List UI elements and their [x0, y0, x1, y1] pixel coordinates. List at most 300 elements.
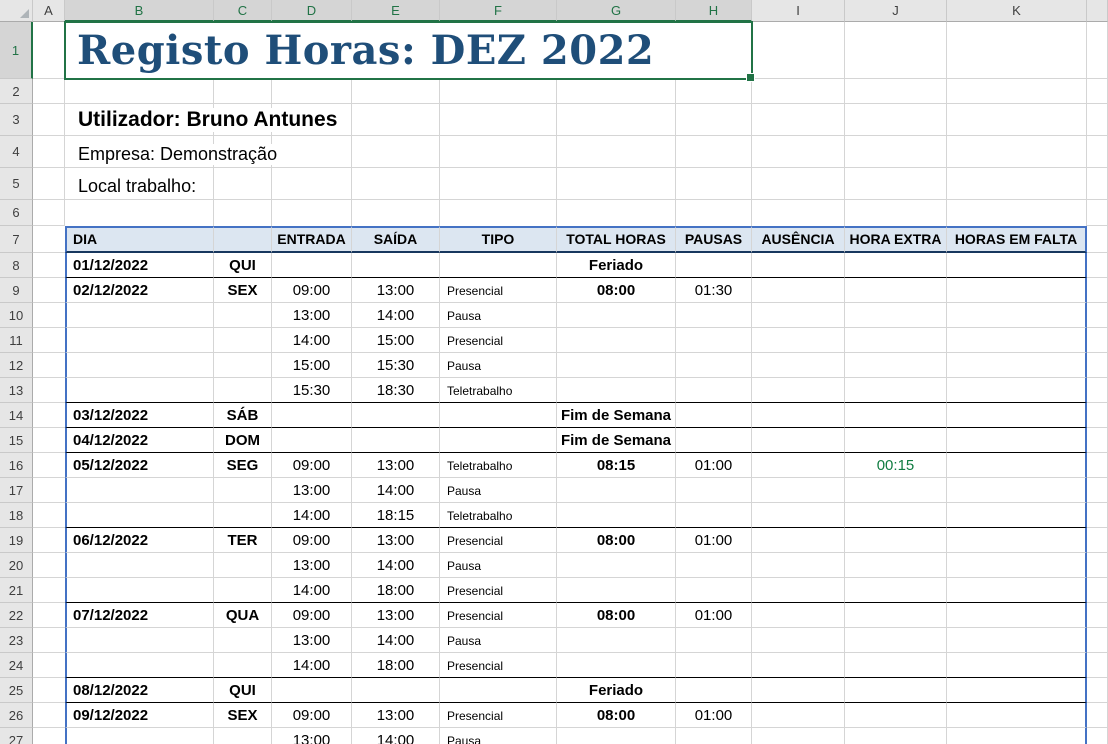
cell-D14[interactable] [272, 403, 352, 428]
cell-K4[interactable] [947, 136, 1087, 168]
cell-G19[interactable]: 08:00 [557, 528, 676, 553]
cell-A24[interactable] [33, 653, 65, 678]
cell-F12[interactable]: Pausa [440, 353, 557, 378]
cell-F10[interactable]: Pausa [440, 303, 557, 328]
cell-company-info[interactable] [78, 144, 287, 165]
cell-J20[interactable] [845, 553, 947, 578]
row-header-8[interactable]: 8 [0, 253, 33, 278]
cell-H13[interactable] [676, 378, 752, 403]
column-header-E[interactable]: E [352, 0, 440, 22]
cell-F25[interactable] [440, 678, 557, 703]
cell-L26[interactable] [1087, 703, 1108, 728]
cell-K25[interactable] [947, 678, 1087, 703]
cell-K22[interactable] [947, 603, 1087, 628]
cell-L1[interactable] [1087, 22, 1108, 79]
cell-G24[interactable] [557, 653, 676, 678]
cell-A26[interactable] [33, 703, 65, 728]
column-header-I[interactable]: I [752, 0, 845, 22]
column-header-K[interactable]: K [947, 0, 1087, 22]
cell-I12[interactable] [752, 353, 845, 378]
cell-F6[interactable] [440, 200, 557, 226]
cell-I2[interactable] [752, 79, 845, 104]
cell-G23[interactable] [557, 628, 676, 653]
cell-A4[interactable] [33, 136, 65, 168]
row-header-26[interactable]: 26 [0, 703, 33, 728]
cell-D18[interactable]: 14:00 [272, 503, 352, 528]
cell-C6[interactable] [214, 200, 272, 226]
cell-A16[interactable] [33, 453, 65, 478]
cell-E21[interactable]: 18:00 [352, 578, 440, 603]
cell-J11[interactable] [845, 328, 947, 353]
cell-C11[interactable] [214, 328, 272, 353]
cell-K2[interactable] [947, 79, 1087, 104]
row-header-17[interactable]: 17 [0, 478, 33, 503]
cell-H20[interactable] [676, 553, 752, 578]
cell-D26[interactable]: 09:00 [272, 703, 352, 728]
cell-K13[interactable] [947, 378, 1087, 403]
cell-K26[interactable] [947, 703, 1087, 728]
cell-F24[interactable]: Presencial [440, 653, 557, 678]
cell-E8[interactable] [352, 253, 440, 278]
cell-K20[interactable] [947, 553, 1087, 578]
cell-L16[interactable] [1087, 453, 1108, 478]
cell-A21[interactable] [33, 578, 65, 603]
cell-F4[interactable] [440, 136, 557, 168]
cell-I23[interactable] [752, 628, 845, 653]
select-all-button[interactable] [0, 0, 33, 22]
cell-J22[interactable] [845, 603, 947, 628]
cell-C10[interactable] [214, 303, 272, 328]
cell-E27[interactable]: 14:00 [352, 728, 440, 744]
cell-H16[interactable]: 01:00 [676, 453, 752, 478]
cell-J9[interactable] [845, 278, 947, 303]
cell-E6[interactable] [352, 200, 440, 226]
cell-I22[interactable] [752, 603, 845, 628]
cell-J8[interactable] [845, 253, 947, 278]
cell-I6[interactable] [752, 200, 845, 226]
cell-D17[interactable]: 13:00 [272, 478, 352, 503]
cell-L24[interactable] [1087, 653, 1108, 678]
table-header-empty[interactable] [214, 226, 272, 253]
cell-H18[interactable] [676, 503, 752, 528]
cell-I3[interactable] [752, 104, 845, 136]
cell-I17[interactable] [752, 478, 845, 503]
cell-I20[interactable] [752, 553, 845, 578]
cell-H26[interactable]: 01:00 [676, 703, 752, 728]
cell-F15[interactable] [440, 428, 557, 453]
cell-G3[interactable] [557, 104, 676, 136]
cell-H22[interactable]: 01:00 [676, 603, 752, 628]
cell-C5[interactable] [214, 168, 272, 200]
cell-A19[interactable] [33, 528, 65, 553]
cell-E15[interactable] [352, 428, 440, 453]
cell-E18[interactable]: 18:15 [352, 503, 440, 528]
cell-E24[interactable]: 18:00 [352, 653, 440, 678]
cell-A2[interactable] [33, 79, 65, 104]
row-header-18[interactable]: 18 [0, 503, 33, 528]
cell-D20[interactable]: 13:00 [272, 553, 352, 578]
cell-K14[interactable] [947, 403, 1087, 428]
cell-A20[interactable] [33, 553, 65, 578]
cell-J13[interactable] [845, 378, 947, 403]
cell-H19[interactable]: 01:00 [676, 528, 752, 553]
cell-H5[interactable] [676, 168, 752, 200]
cell-I9[interactable] [752, 278, 845, 303]
cell-G22[interactable]: 08:00 [557, 603, 676, 628]
cell-C23[interactable] [214, 628, 272, 653]
cell-D16[interactable]: 09:00 [272, 453, 352, 478]
row-header-27[interactable]: 27 [0, 728, 33, 744]
row-header-14[interactable]: 14 [0, 403, 33, 428]
cell-K15[interactable] [947, 428, 1087, 453]
cell-E2[interactable] [352, 79, 440, 104]
cell-E12[interactable]: 15:30 [352, 353, 440, 378]
cell-I19[interactable] [752, 528, 845, 553]
cell-H8[interactable] [676, 253, 752, 278]
cell-C9[interactable]: SEX [214, 278, 272, 303]
cell-J6[interactable] [845, 200, 947, 226]
cell-D12[interactable]: 15:00 [272, 353, 352, 378]
column-header-partial[interactable] [1087, 0, 1108, 22]
cell-H17[interactable] [676, 478, 752, 503]
table-header-tipo[interactable]: TIPO [440, 226, 557, 253]
cell-L7[interactable] [1087, 226, 1108, 253]
cell-I21[interactable] [752, 578, 845, 603]
row-header-1[interactable]: 1 [0, 22, 33, 79]
cell-L13[interactable] [1087, 378, 1108, 403]
cell-H11[interactable] [676, 328, 752, 353]
cell-H10[interactable] [676, 303, 752, 328]
cell-L3[interactable] [1087, 104, 1108, 136]
cell-K12[interactable] [947, 353, 1087, 378]
cell-F14[interactable] [440, 403, 557, 428]
cell-B13[interactable] [65, 378, 214, 403]
cell-G9[interactable]: 08:00 [557, 278, 676, 303]
cell-A27[interactable] [33, 728, 65, 744]
cell-B9[interactable]: 02/12/2022 [65, 278, 214, 303]
cell-H12[interactable] [676, 353, 752, 378]
cell-D6[interactable] [272, 200, 352, 226]
table-header-falta[interactable]: HORAS EM FALTA [947, 226, 1087, 253]
cell-C14[interactable]: SÁB [214, 403, 272, 428]
cell-C15[interactable]: DOM [214, 428, 272, 453]
cell-C13[interactable] [214, 378, 272, 403]
cell-K3[interactable] [947, 104, 1087, 136]
cell-L22[interactable] [1087, 603, 1108, 628]
column-header-G[interactable]: G [557, 0, 676, 22]
cell-K17[interactable] [947, 478, 1087, 503]
cell-C27[interactable] [214, 728, 272, 744]
cell-B22[interactable]: 07/12/2022 [65, 603, 214, 628]
cell-H4[interactable] [676, 136, 752, 168]
cell-G25[interactable]: Feriado [557, 678, 676, 703]
cell-F27[interactable]: Pausa [440, 728, 557, 744]
cell-B25[interactable]: 08/12/2022 [65, 678, 214, 703]
row-header-9[interactable]: 9 [0, 278, 33, 303]
cell-B19[interactable]: 06/12/2022 [65, 528, 214, 553]
cell-J2[interactable] [845, 79, 947, 104]
cell-H15[interactable] [676, 428, 752, 453]
cell-E9[interactable]: 13:00 [352, 278, 440, 303]
cell-F18[interactable]: Teletrabalho [440, 503, 557, 528]
cell-D19[interactable]: 09:00 [272, 528, 352, 553]
cell-A11[interactable] [33, 328, 65, 353]
cell-B26[interactable]: 09/12/2022 [65, 703, 214, 728]
cell-D11[interactable]: 14:00 [272, 328, 352, 353]
cell-A8[interactable] [33, 253, 65, 278]
cell-D9[interactable]: 09:00 [272, 278, 352, 303]
row-header-13[interactable]: 13 [0, 378, 33, 403]
cell-G21[interactable] [557, 578, 676, 603]
cell-F3[interactable] [440, 104, 557, 136]
column-header-H[interactable]: H [676, 0, 752, 22]
cell-K24[interactable] [947, 653, 1087, 678]
cell-L27[interactable] [1087, 728, 1108, 744]
cell-J5[interactable] [845, 168, 947, 200]
cell-J18[interactable] [845, 503, 947, 528]
cell-F26[interactable]: Presencial [440, 703, 557, 728]
cell-H9[interactable]: 01:30 [676, 278, 752, 303]
cell-E4[interactable] [352, 136, 440, 168]
cell-G15[interactable]: Fim de Semana [557, 428, 676, 453]
cell-K1[interactable] [947, 22, 1087, 79]
cell-K21[interactable] [947, 578, 1087, 603]
column-header-D[interactable]: D [272, 0, 352, 22]
cell-G18[interactable] [557, 503, 676, 528]
cell-I25[interactable] [752, 678, 845, 703]
cell-D27[interactable]: 13:00 [272, 728, 352, 744]
row-header-6[interactable]: 6 [0, 200, 33, 226]
cell-I10[interactable] [752, 303, 845, 328]
cell-I13[interactable] [752, 378, 845, 403]
cell-F21[interactable]: Presencial [440, 578, 557, 603]
cell-C25[interactable]: QUI [214, 678, 272, 703]
cell-K8[interactable] [947, 253, 1087, 278]
cell-G10[interactable] [557, 303, 676, 328]
cell-A12[interactable] [33, 353, 65, 378]
column-header-F[interactable]: F [440, 0, 557, 22]
cell-J15[interactable] [845, 428, 947, 453]
cell-B27[interactable] [65, 728, 214, 744]
cell-C8[interactable]: QUI [214, 253, 272, 278]
cell-G11[interactable] [557, 328, 676, 353]
cell-E3[interactable] [352, 104, 440, 136]
cell-B15[interactable]: 04/12/2022 [65, 428, 214, 453]
cell-B2[interactable] [65, 79, 214, 104]
cell-location-info[interactable] [78, 176, 206, 197]
cell-L25[interactable] [1087, 678, 1108, 703]
table-header-ausencia[interactable]: AUSÊNCIA [752, 226, 845, 253]
cell-J23[interactable] [845, 628, 947, 653]
cell-B17[interactable] [65, 478, 214, 503]
cell-G27[interactable] [557, 728, 676, 744]
cell-K19[interactable] [947, 528, 1087, 553]
cell-L18[interactable] [1087, 503, 1108, 528]
cell-G8[interactable]: Feriado [557, 253, 676, 278]
cell-C22[interactable]: QUA [214, 603, 272, 628]
table-header-pausas[interactable]: PAUSAS [676, 226, 752, 253]
cell-G17[interactable] [557, 478, 676, 503]
row-header-5[interactable]: 5 [0, 168, 33, 200]
cell-A22[interactable] [33, 603, 65, 628]
cell-L10[interactable] [1087, 303, 1108, 328]
cell-K10[interactable] [947, 303, 1087, 328]
cell-F23[interactable]: Pausa [440, 628, 557, 653]
cell-L20[interactable] [1087, 553, 1108, 578]
cell-H24[interactable] [676, 653, 752, 678]
cell-C19[interactable]: TER [214, 528, 272, 553]
row-header-25[interactable]: 25 [0, 678, 33, 703]
column-header-A[interactable]: A [33, 0, 65, 22]
cell-J26[interactable] [845, 703, 947, 728]
cell-E23[interactable]: 14:00 [352, 628, 440, 653]
fill-handle[interactable] [746, 73, 755, 82]
cell-I18[interactable] [752, 503, 845, 528]
cell-G12[interactable] [557, 353, 676, 378]
cell-J21[interactable] [845, 578, 947, 603]
cell-G4[interactable] [557, 136, 676, 168]
cell-C16[interactable]: SEG [214, 453, 272, 478]
cell-I16[interactable] [752, 453, 845, 478]
cell-J27[interactable] [845, 728, 947, 744]
cell-A6[interactable] [33, 200, 65, 226]
cell-D25[interactable] [272, 678, 352, 703]
row-header-21[interactable]: 21 [0, 578, 33, 603]
cell-K16[interactable] [947, 453, 1087, 478]
cell-E13[interactable]: 18:30 [352, 378, 440, 403]
cell-J17[interactable] [845, 478, 947, 503]
cell-B10[interactable] [65, 303, 214, 328]
cell-B12[interactable] [65, 353, 214, 378]
cell-F13[interactable]: Teletrabalho [440, 378, 557, 403]
cell-B23[interactable] [65, 628, 214, 653]
cell-J12[interactable] [845, 353, 947, 378]
cell-E20[interactable]: 14:00 [352, 553, 440, 578]
column-header-J[interactable]: J [845, 0, 947, 22]
cell-J19[interactable] [845, 528, 947, 553]
cell-H23[interactable] [676, 628, 752, 653]
cell-G20[interactable] [557, 553, 676, 578]
cell-L4[interactable] [1087, 136, 1108, 168]
cell-D23[interactable]: 13:00 [272, 628, 352, 653]
cell-H6[interactable] [676, 200, 752, 226]
cell-H25[interactable] [676, 678, 752, 703]
table-header-total[interactable]: TOTAL HORAS [557, 226, 676, 253]
cell-E14[interactable] [352, 403, 440, 428]
cell-C24[interactable] [214, 653, 272, 678]
cell-E26[interactable]: 13:00 [352, 703, 440, 728]
column-header-B[interactable]: B [65, 0, 214, 22]
cell-I27[interactable] [752, 728, 845, 744]
cell-I1[interactable] [752, 22, 845, 79]
cell-A3[interactable] [33, 104, 65, 136]
cell-G6[interactable] [557, 200, 676, 226]
cell-J10[interactable] [845, 303, 947, 328]
row-header-23[interactable]: 23 [0, 628, 33, 653]
cell-B21[interactable] [65, 578, 214, 603]
cell-J3[interactable] [845, 104, 947, 136]
cell-L11[interactable] [1087, 328, 1108, 353]
cell-F2[interactable] [440, 79, 557, 104]
row-header-7[interactable]: 7 [0, 226, 33, 253]
cell-B6[interactable] [65, 200, 214, 226]
row-header-12[interactable]: 12 [0, 353, 33, 378]
cell-B18[interactable] [65, 503, 214, 528]
cell-C12[interactable] [214, 353, 272, 378]
cell-user-info[interactable] [78, 108, 347, 132]
cell-D15[interactable] [272, 428, 352, 453]
cell-I8[interactable] [752, 253, 845, 278]
cell-A25[interactable] [33, 678, 65, 703]
cell-J1[interactable] [845, 22, 947, 79]
cell-K18[interactable] [947, 503, 1087, 528]
cell-A23[interactable] [33, 628, 65, 653]
row-header-4[interactable]: 4 [0, 136, 33, 168]
cell-E25[interactable] [352, 678, 440, 703]
cell-F11[interactable]: Presencial [440, 328, 557, 353]
cell-A14[interactable] [33, 403, 65, 428]
cell-H27[interactable] [676, 728, 752, 744]
cell-J4[interactable] [845, 136, 947, 168]
cell-F8[interactable] [440, 253, 557, 278]
cell-B14[interactable]: 03/12/2022 [65, 403, 214, 428]
cell-G14[interactable]: Fim de Semana [557, 403, 676, 428]
cell-K5[interactable] [947, 168, 1087, 200]
cell-L2[interactable] [1087, 79, 1108, 104]
cell-D5[interactable] [272, 168, 352, 200]
column-header-C[interactable]: C [214, 0, 272, 22]
row-header-11[interactable]: 11 [0, 328, 33, 353]
cell-L17[interactable] [1087, 478, 1108, 503]
table-header-extra[interactable]: HORA EXTRA [845, 226, 947, 253]
cell-B8[interactable]: 01/12/2022 [65, 253, 214, 278]
cell-H21[interactable] [676, 578, 752, 603]
cell-J25[interactable] [845, 678, 947, 703]
cell-F5[interactable] [440, 168, 557, 200]
cell-E16[interactable]: 13:00 [352, 453, 440, 478]
row-header-20[interactable]: 20 [0, 553, 33, 578]
cell-K9[interactable] [947, 278, 1087, 303]
cell-L23[interactable] [1087, 628, 1108, 653]
cell-K11[interactable] [947, 328, 1087, 353]
cell-L8[interactable] [1087, 253, 1108, 278]
cell-D24[interactable]: 14:00 [272, 653, 352, 678]
cell-C18[interactable] [214, 503, 272, 528]
cell-I4[interactable] [752, 136, 845, 168]
cell-A15[interactable] [33, 428, 65, 453]
cell-L9[interactable] [1087, 278, 1108, 303]
row-header-2[interactable]: 2 [0, 79, 33, 104]
cell-F17[interactable]: Pausa [440, 478, 557, 503]
cell-E11[interactable]: 15:00 [352, 328, 440, 353]
cell-D2[interactable] [272, 79, 352, 104]
cell-L5[interactable] [1087, 168, 1108, 200]
cell-C21[interactable] [214, 578, 272, 603]
cell-A13[interactable] [33, 378, 65, 403]
cell-D22[interactable]: 09:00 [272, 603, 352, 628]
row-header-24[interactable]: 24 [0, 653, 33, 678]
cell-J16[interactable]: 00:15 [845, 453, 947, 478]
cell-D10[interactable]: 13:00 [272, 303, 352, 328]
row-header-3[interactable]: 3 [0, 104, 33, 136]
cell-H2[interactable] [676, 79, 752, 104]
cell-F9[interactable]: Presencial [440, 278, 557, 303]
cell-L6[interactable] [1087, 200, 1108, 226]
cell-L12[interactable] [1087, 353, 1108, 378]
cell-G5[interactable] [557, 168, 676, 200]
row-header-10[interactable]: 10 [0, 303, 33, 328]
row-header-15[interactable]: 15 [0, 428, 33, 453]
